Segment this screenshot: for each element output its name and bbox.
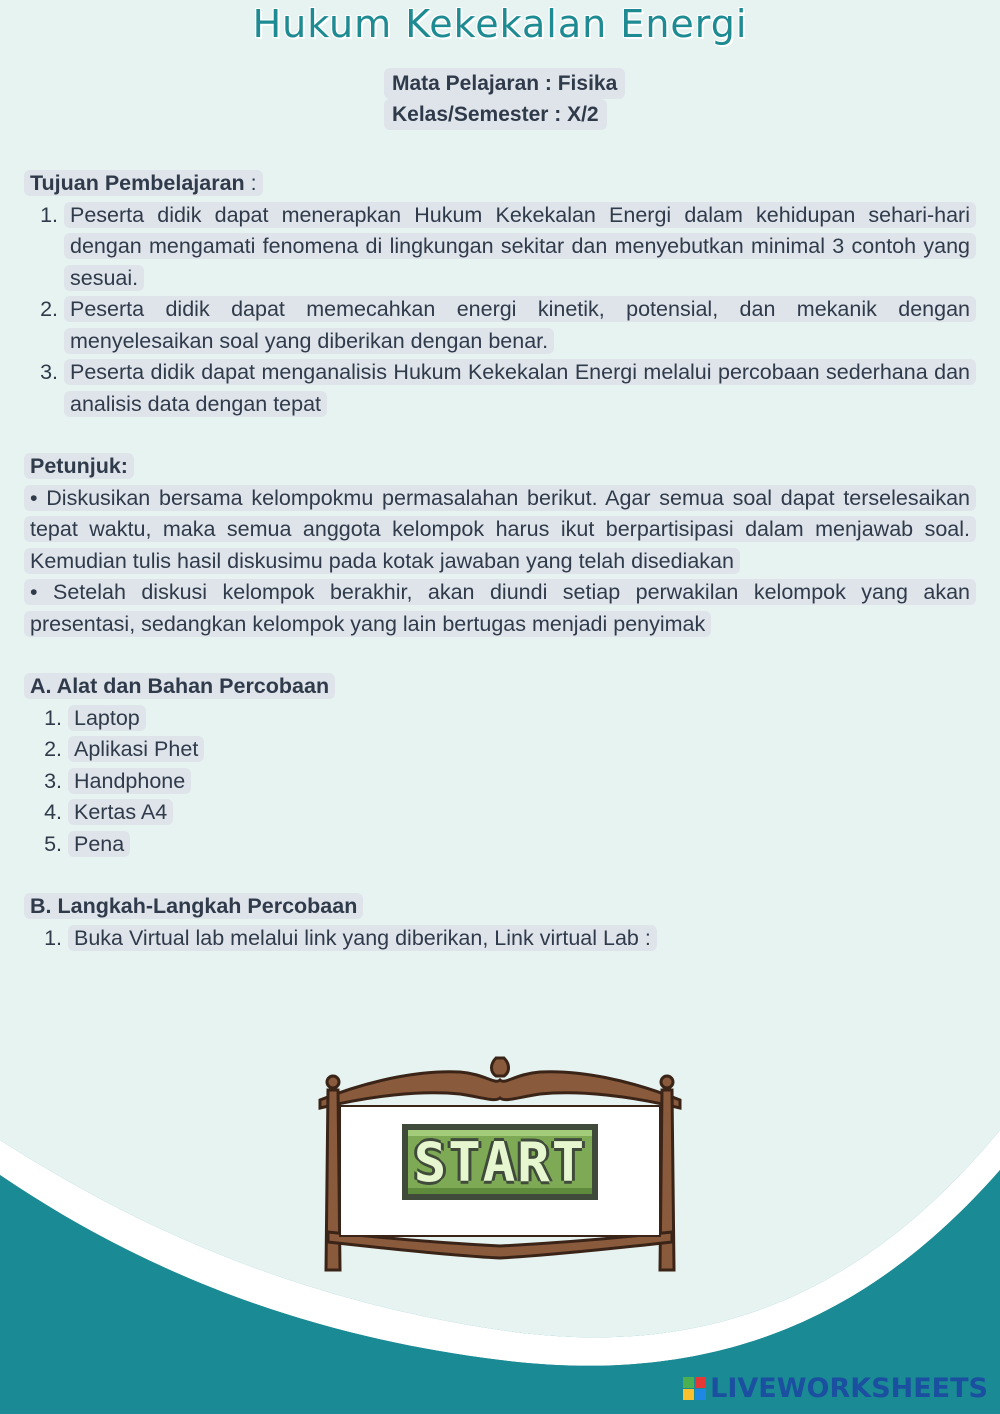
logo-text: LIVEWORKSHEETS	[710, 1373, 988, 1404]
tool-item: 4. Kertas A4	[68, 797, 976, 829]
start-frame	[300, 1050, 700, 1280]
info-box	[384, 68, 625, 130]
spacer	[24, 860, 976, 891]
spacer	[24, 420, 976, 451]
page-title: Hukum Kekekalan Energi	[252, 2, 748, 46]
logo-grid-icon	[683, 1377, 706, 1400]
tool-item: 1. Laptop	[68, 703, 976, 735]
start-button[interactable]: START	[402, 1124, 598, 1200]
tool-item: 2. Aplikasi Phet	[68, 734, 976, 766]
liveworksheets-logo	[683, 1373, 988, 1404]
objectives-list	[24, 200, 976, 421]
tool-item: 3. Handphone	[68, 766, 976, 798]
step-item: 1. Buka Virtual lab melalui link yang diberikan, Link virtual Lab :	[68, 923, 976, 955]
instructions-heading: Petunjuk:	[24, 451, 976, 483]
tools-heading: A. Alat dan Bahan Percobaan	[24, 671, 976, 703]
objectives-heading: Tujuan Pembelajaran :	[24, 168, 976, 200]
steps-list	[24, 923, 976, 955]
objective-item: 1. Peserta didik dapat menerapkan Hukum Kekekalan Energi dalam kehidupan sehari-hari dengan mengamati fenomena di lingkungan sekitar dan menyebutkan minimal 3 contoh yang sesuai.	[64, 200, 976, 295]
objective-item: 3. Peserta didik dapat menganalisis Hukum Kekekalan Energi melalui percobaan sederhana dan analisis data dengan tepat	[64, 357, 976, 420]
class-label: Kelas/Semester : X/2	[384, 99, 607, 130]
instruction-item: • Setelah diskusi kelompok berakhir, akan diundi setiap perwakilan kelompok yang akan presentasi, sedangkan kelompok yang lain bertugas menjadi penyimak	[24, 577, 976, 640]
objective-item: 2. Peserta didik dapat memecahkan energi kinetik, potensial, dan mekanik dengan menyelesaikan soal yang diberikan dengan benar.	[64, 294, 976, 357]
tool-item: 5. Pena	[68, 829, 976, 861]
instruction-item: • Diskusikan bersama kelompokmu permasalahan berikut. Agar semua soal dapat terselesaikan tepat waktu, maka semua anggota kelompok harus ikut berpartisipasi dalam menjawab soal. Kemudian tulis hasil diskusimu pada kotak jawaban yang telah disediakan	[24, 483, 976, 578]
subject-label: Mata Pelajaran : Fisika	[384, 68, 625, 99]
tools-list	[24, 703, 976, 861]
worksheet-content	[24, 168, 976, 954]
spacer	[24, 640, 976, 671]
steps-heading: B. Langkah-Langkah Percobaan	[24, 891, 976, 923]
